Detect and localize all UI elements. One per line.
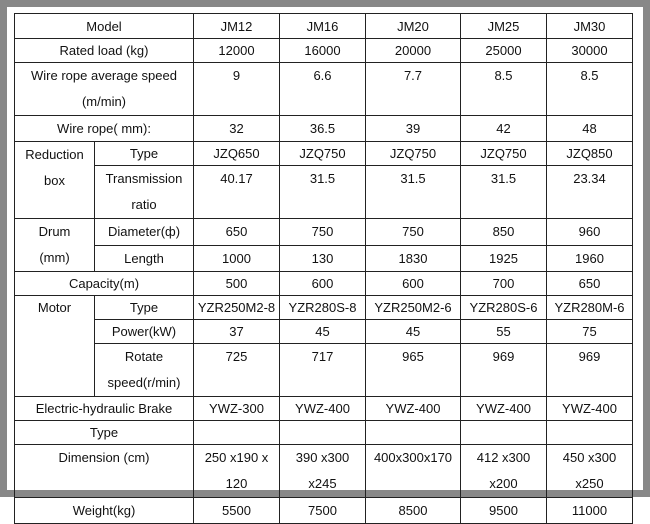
table-cell: JZQ750 xyxy=(366,142,461,166)
table-cell: 130 xyxy=(280,245,366,272)
brake-label-line1: Electric-hydraulic Brake xyxy=(15,397,194,421)
wire-speed-row xyxy=(15,63,633,116)
table-cell: YZR250M2-8 xyxy=(194,296,280,320)
table-cell: YWZ-400 xyxy=(366,397,461,421)
table-cell: 23.34 xyxy=(547,166,633,219)
table-cell: 7.7 xyxy=(366,63,461,116)
table-cell: 650 xyxy=(194,219,280,246)
table-cell xyxy=(280,421,366,445)
table-cell: YZR280S-6 xyxy=(461,296,547,320)
model-jm20: JM20 xyxy=(366,14,461,39)
table-cell: 45 xyxy=(366,320,461,344)
drum-line1: Drum xyxy=(38,224,71,239)
rated-load-label: Rated load (kg) xyxy=(15,39,194,63)
model-header: Model xyxy=(15,14,194,39)
table-cell: 48 xyxy=(547,116,633,142)
dimension-row xyxy=(15,445,633,498)
table-cell: 717 xyxy=(280,344,366,397)
reduction-box-line1: Reduction xyxy=(25,147,84,162)
table-cell: 8500 xyxy=(366,498,461,524)
table-cell: 725 xyxy=(194,344,280,397)
reduction-type-label: Type xyxy=(95,142,194,166)
table-cell xyxy=(366,421,461,445)
wire-rope-label: Wire rope( mm): xyxy=(15,116,194,142)
table-cell: YWZ-300 xyxy=(194,397,280,421)
table-cell: 5500 xyxy=(194,498,280,524)
table-cell: YZR280S-8 xyxy=(280,296,366,320)
model-jm12: JM12 xyxy=(194,14,280,39)
motor-type-label: Type xyxy=(95,296,194,320)
table-cell: 32 xyxy=(194,116,280,142)
wire-speed-label-line1: Wire rope average speed xyxy=(31,68,177,83)
rated-load-row xyxy=(15,39,633,63)
table-cell: 75 xyxy=(547,320,633,344)
transmission-ratio-row xyxy=(15,166,633,219)
table-cell: 650 xyxy=(547,272,633,296)
table-cell: 250 x190 x 120 xyxy=(194,445,280,498)
table-cell: 31.5 xyxy=(366,166,461,219)
table-cell: 969 xyxy=(547,344,633,397)
table-cell: YWZ-400 xyxy=(280,397,366,421)
specification-table xyxy=(14,13,633,524)
capacity-row xyxy=(15,272,633,296)
drum-line2: (mm) xyxy=(39,250,70,265)
capacity-label: Capacity(m) xyxy=(15,272,194,296)
table-cell: 36.5 xyxy=(280,116,366,142)
table-cell: 850 xyxy=(461,219,547,246)
brake-row xyxy=(15,397,633,421)
table-cell: 960 xyxy=(547,219,633,246)
table-cell: 6.6 xyxy=(280,63,366,116)
weight-label: Weight(kg) xyxy=(15,498,194,524)
table-cell: 16000 xyxy=(280,39,366,63)
motor-type-row xyxy=(15,296,633,320)
table-cell: 31.5 xyxy=(280,166,366,219)
table-cell: 500 xyxy=(194,272,280,296)
motor-speed-line1: Rotate xyxy=(124,349,164,364)
table-cell xyxy=(461,421,547,445)
table-cell: 412 x300 x200 xyxy=(461,445,547,498)
brake-label-line2: Type xyxy=(15,421,194,445)
table-cell: 600 xyxy=(366,272,461,296)
transmission-ratio-line1: Transmission xyxy=(105,171,183,186)
table-cell: 750 xyxy=(280,219,366,246)
table-cell: 37 xyxy=(194,320,280,344)
reduction-type-row xyxy=(15,142,633,166)
motor-speed-line2: speed(r/min) xyxy=(107,375,181,390)
table-cell: 45 xyxy=(280,320,366,344)
table-cell: 31.5 xyxy=(461,166,547,219)
motor-speed-label xyxy=(95,344,194,397)
table-cell xyxy=(194,421,280,445)
table-cell: 42 xyxy=(461,116,547,142)
reduction-box-line2: box xyxy=(44,173,65,188)
table-cell: JZQ750 xyxy=(280,142,366,166)
table-cell: 25000 xyxy=(461,39,547,63)
table-cell xyxy=(547,421,633,445)
table-cell: 965 xyxy=(366,344,461,397)
drum-length-label: Length xyxy=(95,245,194,272)
wire-speed-label xyxy=(15,63,194,116)
transmission-ratio-line2: ratio xyxy=(131,197,157,212)
motor-power-label: Power(kW) xyxy=(95,320,194,344)
table-cell: 8.5 xyxy=(547,63,633,116)
table-cell: 969 xyxy=(461,344,547,397)
table-cell: 400x300x170 xyxy=(366,445,461,498)
model-jm25: JM25 xyxy=(461,14,547,39)
table-cell: JZQ850 xyxy=(547,142,633,166)
table-cell: 1925 xyxy=(461,245,547,272)
table-cell: 1960 xyxy=(547,245,633,272)
table-cell: 450 x300 x250 xyxy=(547,445,633,498)
table-cell: 7500 xyxy=(280,498,366,524)
wire-rope-row xyxy=(15,116,633,142)
dimension-label: Dimension (cm) xyxy=(15,445,194,498)
table-cell: YZR250M2-6 xyxy=(366,296,461,320)
table-cell: 12000 xyxy=(194,39,280,63)
table-cell: 1830 xyxy=(366,245,461,272)
table-cell: JZQ750 xyxy=(461,142,547,166)
model-jm16: JM16 xyxy=(280,14,366,39)
brake-type-row xyxy=(15,421,633,445)
drum-diameter-row xyxy=(15,219,633,246)
table-cell: 20000 xyxy=(366,39,461,63)
table-cell: 9 xyxy=(194,63,280,116)
table-cell: 700 xyxy=(461,272,547,296)
table-cell: 390 x300 x245 xyxy=(280,445,366,498)
table-cell: YZR280M-6 xyxy=(547,296,633,320)
table-cell: 39 xyxy=(366,116,461,142)
table-cell: 9500 xyxy=(461,498,547,524)
motor-power-row xyxy=(15,320,633,344)
table-cell: YWZ-400 xyxy=(461,397,547,421)
drum-diameter-label: Diameter(ф) xyxy=(95,219,194,246)
table-cell: 55 xyxy=(461,320,547,344)
drum-length-row xyxy=(15,245,633,272)
motor-speed-row xyxy=(15,344,633,397)
reduction-box-group-label xyxy=(15,142,95,219)
wire-speed-label-line2: (m/min) xyxy=(81,94,127,109)
table-cell: 1000 xyxy=(194,245,280,272)
table-cell: 750 xyxy=(366,219,461,246)
transmission-ratio-label xyxy=(95,166,194,219)
table-cell: YWZ-400 xyxy=(547,397,633,421)
table-cell: 40.17 xyxy=(194,166,280,219)
table-cell: JZQ650 xyxy=(194,142,280,166)
header-row xyxy=(15,14,633,39)
table-cell: 11000 xyxy=(547,498,633,524)
motor-group-label: Motor xyxy=(15,296,95,397)
weight-row xyxy=(15,498,633,524)
table-cell: 30000 xyxy=(547,39,633,63)
model-jm30: JM30 xyxy=(547,14,633,39)
table-cell: 600 xyxy=(280,272,366,296)
drum-group-label xyxy=(15,219,95,272)
table-cell: 8.5 xyxy=(461,63,547,116)
